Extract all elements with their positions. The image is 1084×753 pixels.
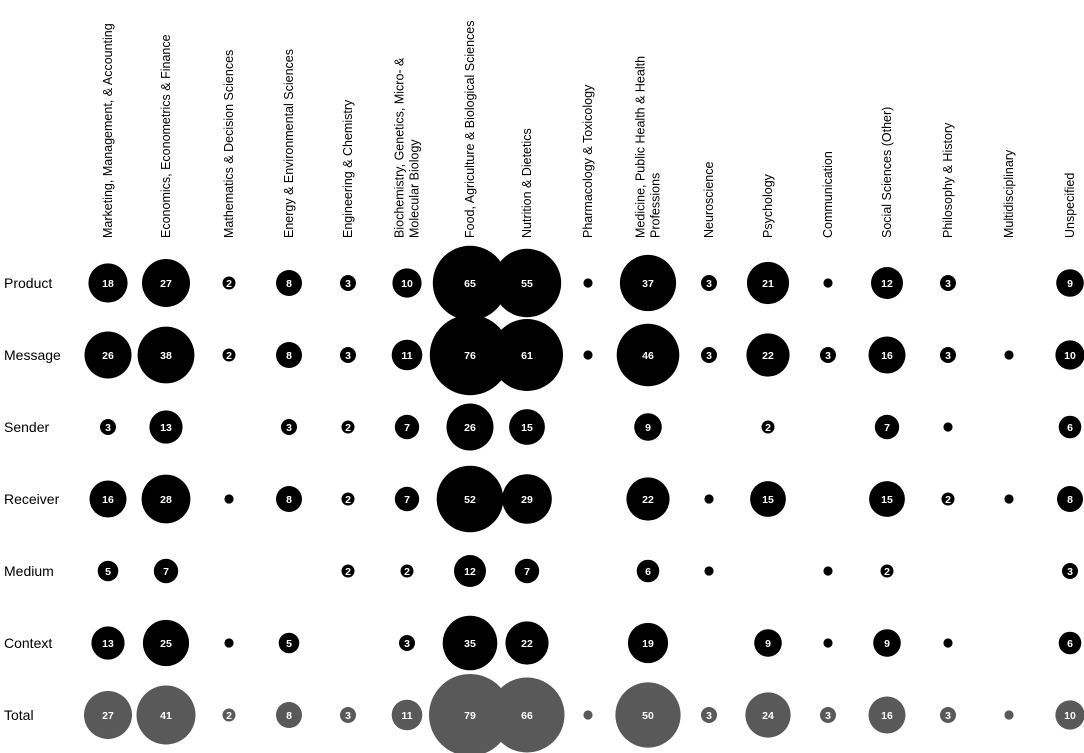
- column-label: Biochemistry, Genetics, Micro- &: [392, 57, 407, 238]
- bubble-label: 9: [765, 638, 771, 650]
- bubble: [823, 638, 832, 647]
- bubble-label: 2: [226, 350, 232, 362]
- bubble: [224, 494, 233, 503]
- column-label: Pharmacology & Toxicology: [581, 84, 595, 238]
- bubble-label: 3: [945, 710, 951, 722]
- row-label: Product: [4, 275, 53, 291]
- bubble-label: 35: [464, 638, 476, 650]
- bubble: [704, 494, 713, 503]
- bubble-label: 25: [160, 638, 172, 650]
- bubble-label: 3: [105, 422, 111, 434]
- bubble: [583, 278, 592, 287]
- column-label: Psychology: [761, 174, 775, 238]
- column-label: Medicine, Public Health & Health: [633, 55, 648, 238]
- bubble-label: 10: [1064, 350, 1076, 362]
- bubble: [1004, 350, 1013, 359]
- bubble-label: 3: [345, 278, 351, 290]
- bubbles: [84, 246, 1084, 753]
- bubble-label: 41: [160, 710, 172, 722]
- bubble-label: 16: [881, 710, 893, 722]
- bubble: [1004, 494, 1013, 503]
- column-label: Multidisciplinary: [1002, 149, 1016, 238]
- bubble-label: 2: [345, 566, 351, 578]
- bubble-label: 15: [762, 494, 774, 506]
- row-label: Context: [4, 635, 53, 651]
- row-label: Receiver: [4, 491, 60, 507]
- bubble: [1004, 710, 1013, 719]
- bubble-label: 3: [345, 350, 351, 362]
- bubble-label: 27: [102, 710, 114, 722]
- bubble-label: 19: [642, 638, 654, 650]
- bubble-label: 16: [102, 494, 114, 506]
- column-label: Unspecified: [1063, 172, 1077, 238]
- bubble-label: 28: [160, 494, 172, 506]
- bubble-label: 50: [642, 710, 654, 722]
- bubble-label: 3: [945, 350, 951, 362]
- bubble-label: 15: [881, 494, 893, 506]
- bubble-label: 24: [762, 710, 774, 722]
- bubble-label: 38: [160, 350, 172, 362]
- bubble-label: 8: [286, 494, 292, 506]
- bubble-label: 37: [642, 278, 654, 290]
- row-labels: [4, 275, 61, 723]
- bubble-label: 3: [706, 278, 712, 290]
- bubble: [823, 566, 832, 575]
- bubble-label: 8: [286, 350, 292, 362]
- bubble-label: 12: [464, 566, 476, 578]
- bubble-label: 21: [762, 278, 774, 290]
- bubble-label: 3: [286, 422, 292, 434]
- bubble-label: 5: [105, 566, 111, 578]
- bubble-label: 52: [464, 494, 476, 506]
- bubble-label: 5: [286, 638, 292, 650]
- column-label: Communication: [821, 151, 835, 238]
- bubble-label: 3: [404, 638, 410, 650]
- bubble-label: 7: [884, 422, 890, 434]
- bubble-label: 6: [1067, 422, 1073, 434]
- column-label: Marketing, Management, & Accounting: [101, 23, 115, 238]
- bubble-label: 9: [884, 638, 890, 650]
- bubble-label: 3: [825, 710, 831, 722]
- bubble-label: 27: [160, 278, 172, 290]
- row-label: Sender: [4, 419, 50, 435]
- bubble: [943, 422, 952, 431]
- column-label: Food, Agriculture & Biological Sciences: [463, 20, 477, 238]
- bubble-label: 29: [521, 494, 533, 506]
- bubble-label: 26: [102, 350, 114, 362]
- bubble-label: 7: [163, 566, 169, 578]
- column-labels: [101, 21, 1077, 238]
- bubble-label: 2: [226, 710, 232, 722]
- bubble-label: 8: [286, 278, 292, 290]
- bubble-label: 2: [945, 494, 951, 506]
- bubble-label: 7: [404, 422, 410, 434]
- bubble-label: 22: [642, 494, 654, 506]
- bubble-label: 9: [645, 422, 651, 434]
- bubble-label: 2: [884, 566, 890, 578]
- bubble-label: 15: [521, 422, 533, 434]
- bubble-label: 11: [401, 350, 413, 362]
- bubble-label: 13: [102, 638, 114, 650]
- bubble-label: 46: [642, 350, 654, 362]
- bubble-label: 3: [945, 278, 951, 290]
- bubble-label: 12: [881, 278, 893, 290]
- bubble: [583, 350, 592, 359]
- bubble-label: 65: [464, 278, 476, 290]
- column-label: Philosophy & History: [941, 122, 955, 238]
- bubble-label: 3: [706, 710, 712, 722]
- column-label: Engineering & Chemistry: [341, 99, 355, 238]
- column-label: Molecular Biology: [407, 139, 422, 238]
- bubble-label: 18: [102, 278, 114, 290]
- bubble: [823, 278, 832, 287]
- bubble-label: 6: [1067, 638, 1073, 650]
- bubble-label: 61: [521, 350, 533, 362]
- row-label: Medium: [4, 563, 54, 579]
- bubble-label: 10: [1064, 710, 1076, 722]
- bubble-label: 3: [1067, 566, 1073, 578]
- bubble-label: 79: [464, 710, 476, 722]
- bubble: [943, 638, 952, 647]
- bubble: [224, 638, 233, 647]
- bubble-label: 6: [645, 566, 651, 578]
- bubble-label: 8: [286, 710, 292, 722]
- bubble-label: 55: [521, 278, 533, 290]
- bubble: [583, 710, 592, 719]
- row-label: Total: [4, 707, 34, 723]
- column-label: Nutrition & Dietetics: [520, 128, 534, 238]
- bubble-label: 3: [345, 710, 351, 722]
- bubble-label: 7: [404, 494, 410, 506]
- bubble-label: 3: [825, 350, 831, 362]
- bubble-label: 16: [881, 350, 893, 362]
- bubble-label: 3: [706, 350, 712, 362]
- column-label: Energy & Environmental Sciences: [282, 49, 296, 238]
- row-label: Message: [4, 347, 61, 363]
- bubble-label: 2: [345, 494, 351, 506]
- column-label: Mathematics & Decision Sciences: [222, 49, 236, 238]
- column-label: Social Sciences (Other): [880, 106, 894, 238]
- bubble-label: 2: [345, 422, 351, 434]
- bubble-label: 13: [160, 422, 172, 434]
- bubble-label: 22: [521, 638, 533, 650]
- bubble: [704, 566, 713, 575]
- bubble-label: 26: [464, 422, 476, 434]
- bubble-label: 22: [762, 350, 774, 362]
- column-label: Neuroscience: [702, 161, 716, 238]
- bubble-label: 2: [404, 566, 410, 578]
- column-label: Professions: [648, 172, 663, 238]
- bubble-label: 2: [765, 422, 771, 434]
- bubble-label: 2: [226, 278, 232, 290]
- bubble-label: 11: [401, 710, 413, 722]
- bubble-label: 8: [1067, 494, 1073, 506]
- bubble-label: 7: [524, 566, 530, 578]
- bubble-label: 66: [521, 710, 533, 722]
- column-label: Economics, Econometrics & Finance: [159, 34, 173, 238]
- bubble-label: 10: [401, 278, 413, 290]
- bubble-label: 76: [464, 350, 476, 362]
- bubble-label: 9: [1067, 278, 1073, 290]
